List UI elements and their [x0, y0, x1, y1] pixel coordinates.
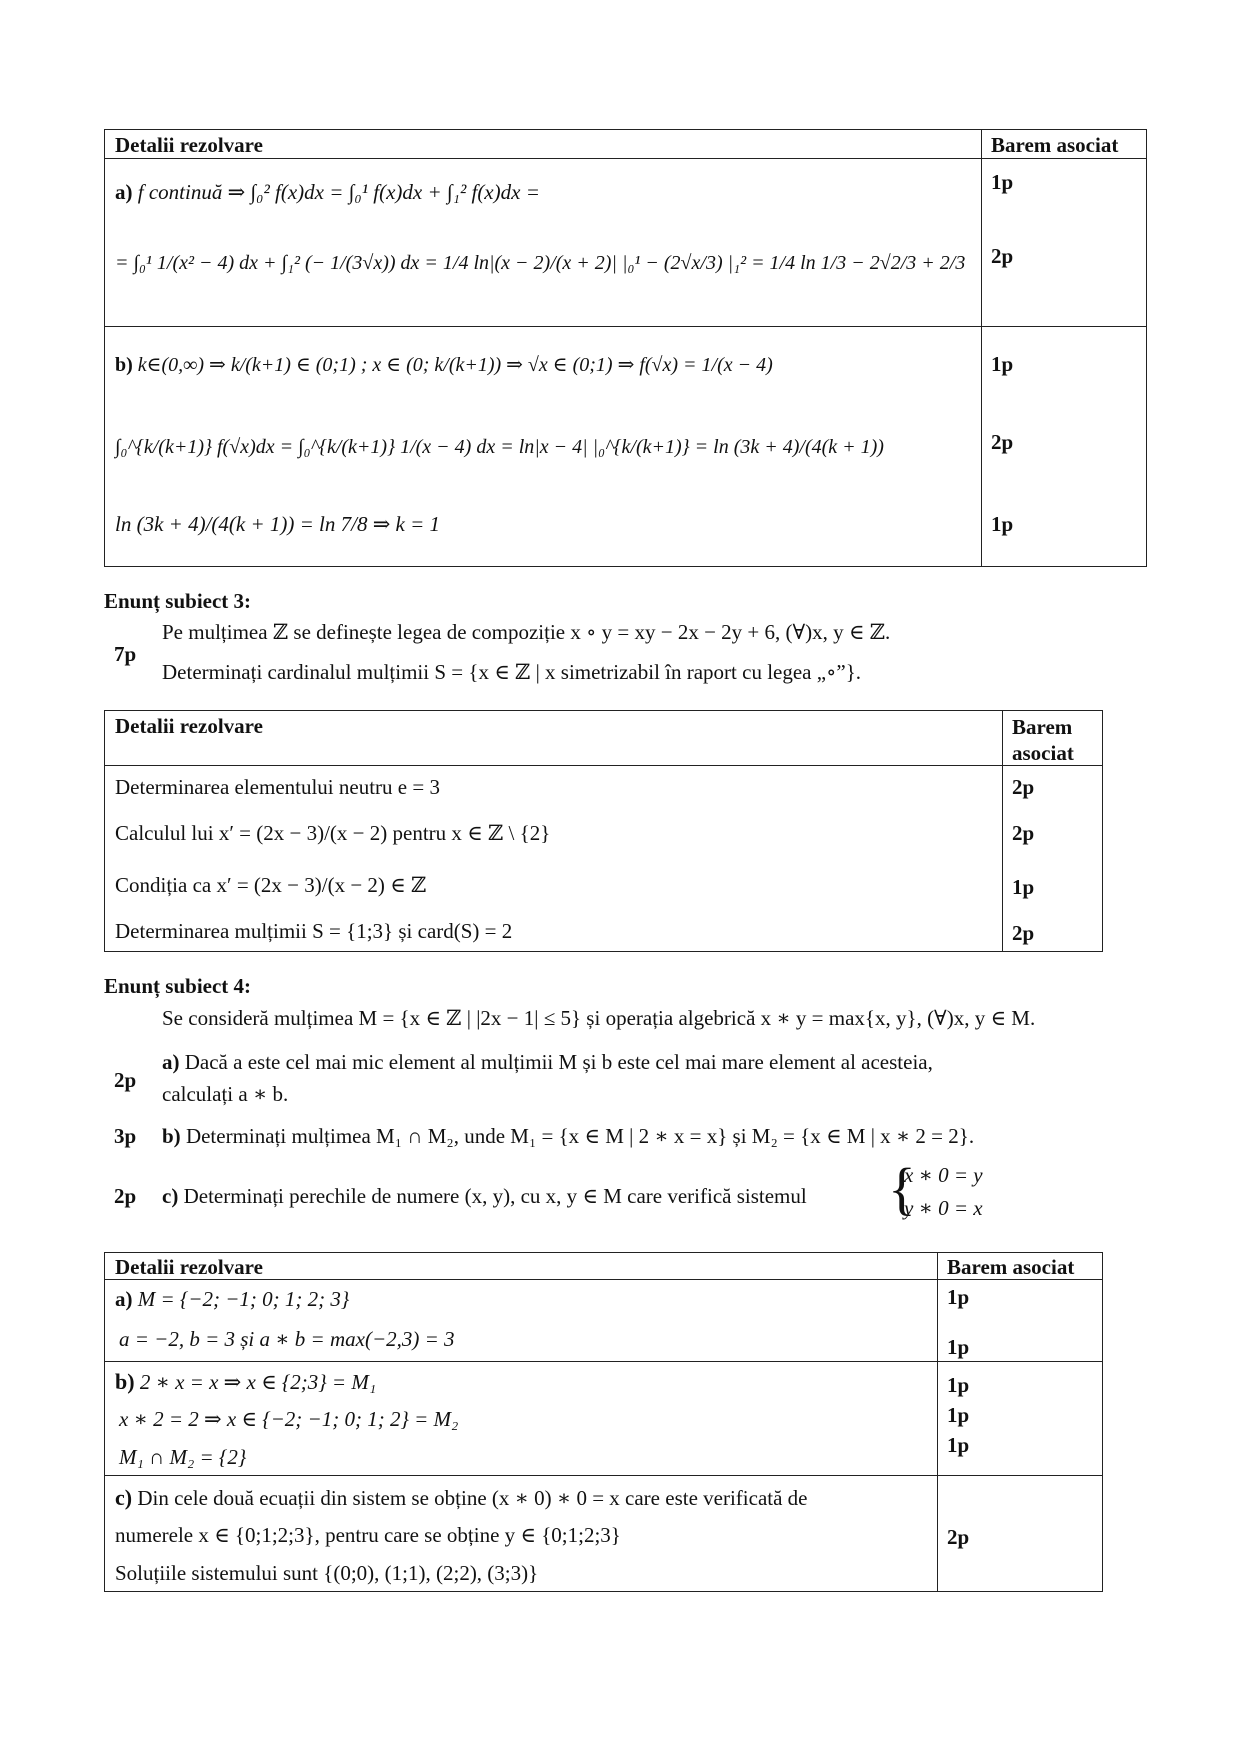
table1-a-line2: = ∫₀¹ 1/(x² − 4) dx + ∫₁² (− 1/(3√x)) dx = 1/4 ln|(x − 2)/(x + 2)| |₀¹ − (2√x/3) |₁² = 1/4 ln 1/3 − 2√2/3 + 2/3 [115, 252, 966, 274]
table3-b-line1: b) 2 ∗ x = x ⇒ x ∈ {2;3} = M₁ [115, 1369, 377, 1394]
subject3-heading: Enunț subiect 3: [104, 589, 252, 613]
table2-row1-score: 2p [1012, 775, 1035, 799]
table1-header-row [105, 130, 1146, 159]
table3-b-score1: 1p [947, 1373, 970, 1397]
table1-b-score3: 1p [991, 512, 1014, 536]
table1-b-line1: b) k∈(0,∞) ⇒ k/(k+1) ∈ (0;1) ; x ∈ (0; k/(k+1)) ⇒ √x ∈ (0;1) ⇒ f(√x) = 1/(x − 4) [115, 354, 773, 376]
table1-b-score1: 1p [991, 352, 1014, 376]
subject4-a-text1: a) Dacă a este cel mai mic element al mulțimii M și b este cel mai mare element al acesteia, [162, 1050, 933, 1074]
table3-a-line1: a) M = {−2; −1; 0; 1; 2; 3} [115, 1287, 350, 1311]
subject4-c-points: 2p [114, 1184, 137, 1208]
table3-c-score: 2p [947, 1525, 970, 1549]
table1-b-line2: ∫₀^{k/(k+1)} f(√x)dx = ∫₀^{k/(k+1)} 1/(x − 4) dx = ln|x − 4| |₀^{k/(k+1)} = ln (3k + 4)/(4(k + 1)) [115, 436, 884, 458]
table2-header-score: Barem asociat [1012, 715, 1074, 765]
table3-b-score2: 1p [947, 1403, 970, 1427]
table2-row4-text: Determinarea mulțimii S = {1;3} și card(S) = 2 [115, 919, 513, 943]
table3-c-line2: numerele x ∈ {0;1;2;3}, pentru care se obține y ∈ {0;1;2;3} [115, 1523, 621, 1547]
subject4-c-text: c) Determinați perechile de numere (x, y), cu x, y ∈ M care verifică sistemul [162, 1184, 807, 1208]
table2-row3-text: Condiția ca x′ = (2x − 3)/(x − 2) ∈ ℤ [115, 873, 427, 897]
table2-header-details: Detalii rezolvare [115, 714, 263, 738]
subject4-c-system-eq2: y ∗ 0 = x [904, 1196, 983, 1220]
table2-column-divider [1002, 711, 1003, 951]
table1-b-line3: ln (3k + 4)/(4(k + 1)) = ln 7/8 ⇒ k = 1 [115, 512, 441, 536]
subject4-b-points: 3p [114, 1124, 137, 1148]
table2-row2-score: 2p [1012, 821, 1035, 845]
table3-column-divider [937, 1253, 938, 1591]
table3-b-score3: 1p [947, 1433, 970, 1457]
subject4-c-system-brace: { [888, 1156, 916, 1221]
subject4-a-points: 2p [114, 1068, 137, 1092]
table1-header-details: Detalii rezolvare [115, 133, 263, 157]
table3-b-line3: M₁ ∩ M₂ = {2} [119, 1445, 247, 1469]
table3-c-line1: c) Din cele două ecuații din sistem se obține (x ∗ 0) ∗ 0 = x care este verificată de [115, 1485, 808, 1510]
subject4-c-system-eq1: x ∗ 0 = y [904, 1163, 983, 1187]
solution-table-2 [104, 710, 1103, 952]
table3-a-score1: 1p [947, 1285, 970, 1309]
table1-a-line1: a) f continuă ⇒ ∫₀² f(x)dx = ∫₀¹ f(x)dx + ∫₁² f(x)dx = [115, 180, 540, 204]
table3-header-score: Barem asociat [947, 1255, 1075, 1279]
table3-header-details: Detalii rezolvare [115, 1255, 263, 1279]
table1-b-score2: 2p [991, 430, 1014, 454]
table2-row1-text: Determinarea elementului neutru e = 3 [115, 775, 440, 799]
subject4-intro: Se consideră mulțimea M = {x ∈ ℤ | |2x − 1| ≤ 5} și operația algebrică x ∗ y = max{x, y}, (∀)x, y ∈ M. [162, 1006, 1036, 1030]
subject4-a-text2: calculați a ∗ b. [162, 1082, 289, 1106]
table2-row2-text: Calculul lui x′ = (2x − 3)/(x − 2) pentru x ∈ ℤ \ {2} [115, 821, 551, 845]
subject4-heading: Enunț subiect 4: [104, 974, 252, 998]
table3-row-a-divider [105, 1361, 1102, 1362]
table2-row3-score: 1p [1012, 875, 1035, 899]
table3-a-score2: 1p [947, 1335, 970, 1359]
table3-row-b-divider [105, 1475, 1102, 1476]
table2-row-divider [105, 765, 1102, 766]
subject4-b-text: b) Determinați mulțimea M₁ ∩ M₂, unde M₁ = {x ∈ M | 2 ∗ x = x} și M₂ = {x ∈ M | x ∗ 2 = 2}. [162, 1124, 975, 1148]
table1-column-divider [981, 130, 982, 566]
subject3-points: 7p [114, 642, 137, 666]
table2-row4-score: 2p [1012, 921, 1035, 945]
table1-a-score2: 2p [991, 244, 1014, 268]
subject3-line2: Determinați cardinalul mulțimii S = {x ∈ ℤ | x simetrizabil în raport cu legea „∘”}. [162, 660, 862, 684]
solution-table-3 [104, 1252, 1103, 1592]
table1-row-divider [105, 326, 1146, 327]
table3-b-line2: x ∗ 2 = 2 ⇒ x ∈ {−2; −1; 0; 1; 2} = M₂ [119, 1407, 459, 1431]
table1-a-score1: 1p [991, 170, 1014, 194]
table3-a-line2: a = −2, b = 3 și a ∗ b = max(−2,3) = 3 [119, 1327, 455, 1351]
subject3-line1: Pe mulțimea ℤ se definește legea de compoziție x ∘ y = xy − 2x − 2y + 6, (∀)x, y ∈ ℤ. [162, 620, 891, 644]
solution-table-1 [104, 129, 1147, 567]
table3-c-line3: Soluțiile sistemului sunt {(0;0), (1;1), (2;2), (3;3)} [115, 1561, 539, 1585]
table1-header-score: Barem asociat [991, 133, 1119, 157]
